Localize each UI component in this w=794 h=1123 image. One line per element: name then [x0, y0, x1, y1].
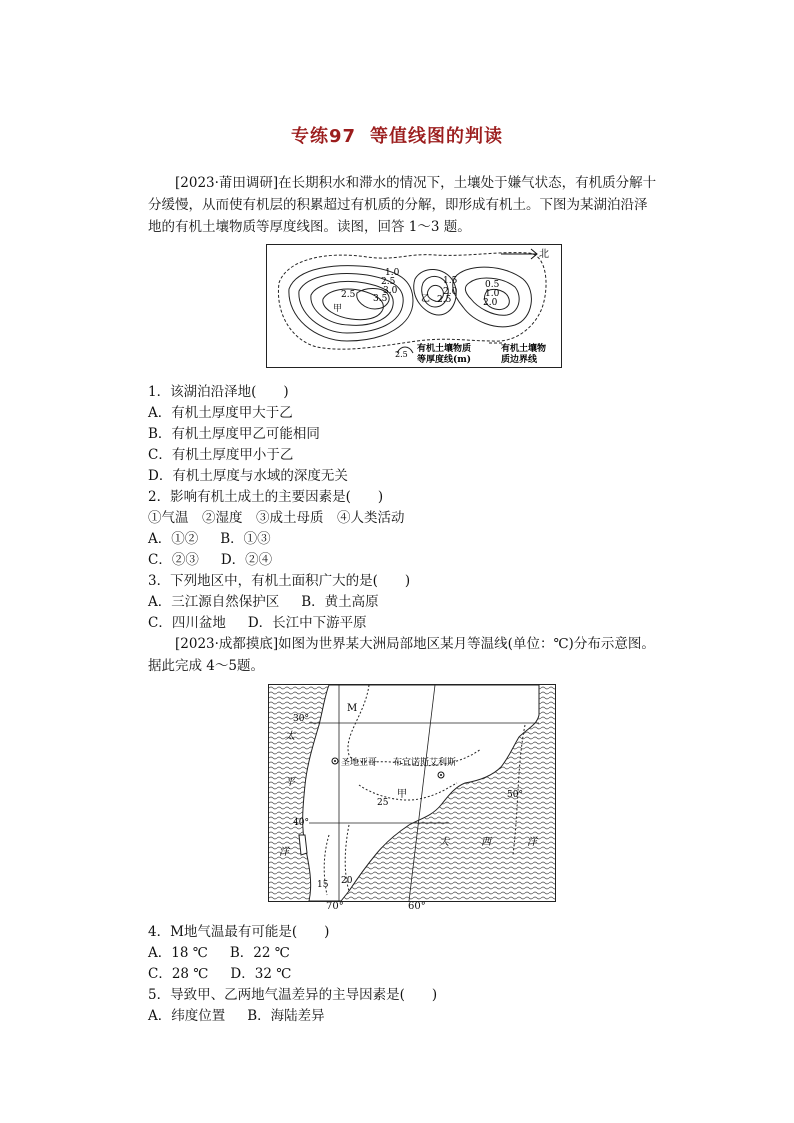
label-buenos-aires: 布宜诺斯艾利斯	[393, 758, 457, 768]
label-2-5-mid: 2.5	[437, 295, 452, 305]
label-santiago: 圣地亚哥	[341, 758, 378, 768]
label-lat-30: 30°	[293, 714, 309, 724]
label-2-5-b: 2.5	[341, 290, 356, 300]
label-atlantic-2: 西	[481, 837, 491, 848]
q2-option-c: C．②③	[148, 552, 199, 568]
isotherm-map-svg	[269, 685, 555, 901]
label-3-0: 3.0	[383, 286, 398, 296]
legend-contour-label-2: 等厚度线(m)	[417, 355, 472, 365]
label-pacific-2: 平	[285, 777, 295, 788]
q4-option-c: C．28 ℃	[148, 966, 209, 982]
page-title	[0, 122, 794, 148]
label-0-5: 0.5	[485, 280, 500, 290]
intro-paragraph-1: [2023·莆田调研]在长期积水和滞水的情况下，土壤处于嫌气状态，有机质分解十分缓慢，从而使有机层的积累超过有机质的分解，即形成有机土。下图为某湖泊沿泽地的有机土壤物质等厚度线图。读图，回答 1～3 题。	[148, 175, 657, 235]
q3-options-ab	[148, 592, 379, 612]
figure-isotherm-map	[268, 684, 556, 902]
q4-option-a: A．18 ℃	[148, 945, 208, 961]
q4-option-d: D．32 ℃	[230, 966, 292, 982]
label-M: M	[347, 703, 358, 714]
label-iso-20: 20	[341, 876, 353, 886]
island	[299, 835, 307, 855]
legend-contour-value: 2.5	[395, 350, 408, 359]
title-sub: 等值线图的判读	[370, 126, 504, 147]
q1-stem: 1．该湖泊沿泽地( )	[148, 384, 289, 400]
label-2-5-a: 2.5	[381, 277, 396, 287]
label-jia: 甲	[333, 304, 343, 314]
label-iso-25: 25	[377, 798, 389, 808]
q2-options-ab	[148, 529, 271, 549]
q3-stem: 3．下列地区中，有机土面积广大的是( )	[148, 573, 411, 589]
q3-options-cd	[148, 613, 367, 633]
label-lon-50: 50°	[507, 790, 523, 800]
north-label: 北	[539, 249, 549, 260]
q4-option-b: B．22 ℃	[229, 945, 290, 961]
label-1-0-west: 1.0	[385, 268, 400, 278]
q2-stem: 2．影响有机土成土的主要因素是( )	[148, 489, 384, 505]
label-yi: 乙	[421, 294, 431, 304]
intro-paragraph-2: [2023·成都摸底]如图为世界某大洲局部地区某月等温线(单位：℃)分布示意图。据此完成 4～5题。	[148, 636, 655, 674]
q3-option-b: B．黄土高原	[301, 594, 379, 610]
title-main: 专练97	[290, 126, 357, 147]
q5-option-b: B．海陆差异	[247, 1008, 325, 1024]
label-2-0-mid: 2.0	[443, 287, 458, 297]
q3-option-d: D．长江中下游平原	[247, 615, 367, 631]
label-lon-60: 60°	[408, 901, 426, 912]
q4-options-cd	[148, 964, 291, 984]
q3-option-c: C．四川盆地	[148, 615, 226, 631]
q5-options-ab	[148, 1006, 325, 1026]
q4-stem: 4．M地气温最有可能是( )	[148, 924, 330, 940]
legend-boundary-label-2: 质边界线	[501, 355, 538, 365]
label-jia: 甲	[397, 789, 407, 800]
legend-boundary-label-1: 有机土壤物	[501, 344, 547, 354]
label-3-5: 3.5	[373, 294, 388, 304]
q5-stem: 5．导致甲、乙两地气温差异的主导因素是( )	[148, 987, 438, 1003]
q2-items: ①气温 ②湿度 ③成土母质 ④人类活动	[148, 510, 405, 526]
q4-options-ab	[148, 943, 290, 963]
label-1-5: 1.5	[443, 276, 458, 286]
santiago-marker-dot	[334, 760, 336, 762]
q1-option-d: D．有机土厚度与水域的深度无关	[148, 468, 348, 484]
organic-soil-contour-svg	[267, 245, 561, 367]
q1-option-a: A．有机土厚度甲大于乙	[148, 405, 293, 421]
q3-option-a: A．三江源自然保护区	[148, 594, 280, 610]
label-atlantic-1: 大	[439, 837, 449, 848]
label-pacific-1: 太	[285, 731, 295, 742]
buenos-aires-marker-dot	[440, 774, 442, 776]
q1-option-c: C．有机土厚度甲小于乙	[148, 447, 294, 463]
q2-option-b: B．①③	[220, 531, 271, 547]
legend-contour-label-1: 有机土壤物质	[417, 344, 472, 354]
q5-option-a: A．纬度位置	[148, 1008, 226, 1024]
label-lon-70: 70°	[326, 901, 344, 912]
label-iso-15: 15	[317, 880, 329, 890]
q1-option-b: B．有机土厚度甲乙可能相同	[148, 426, 320, 442]
label-1-0-east: 1.0	[485, 289, 500, 299]
label-lat-40: 40°	[293, 818, 309, 828]
q2-options-cd	[148, 550, 272, 570]
q2-option-d: D．②④	[220, 552, 273, 568]
label-atlantic-3: 洋	[527, 837, 537, 848]
label-pacific-3: 洋	[279, 847, 289, 858]
label-2-0-east: 2.0	[483, 298, 498, 308]
q2-option-a: A．①②	[148, 531, 199, 547]
figure-organic-soil-map	[266, 244, 562, 368]
